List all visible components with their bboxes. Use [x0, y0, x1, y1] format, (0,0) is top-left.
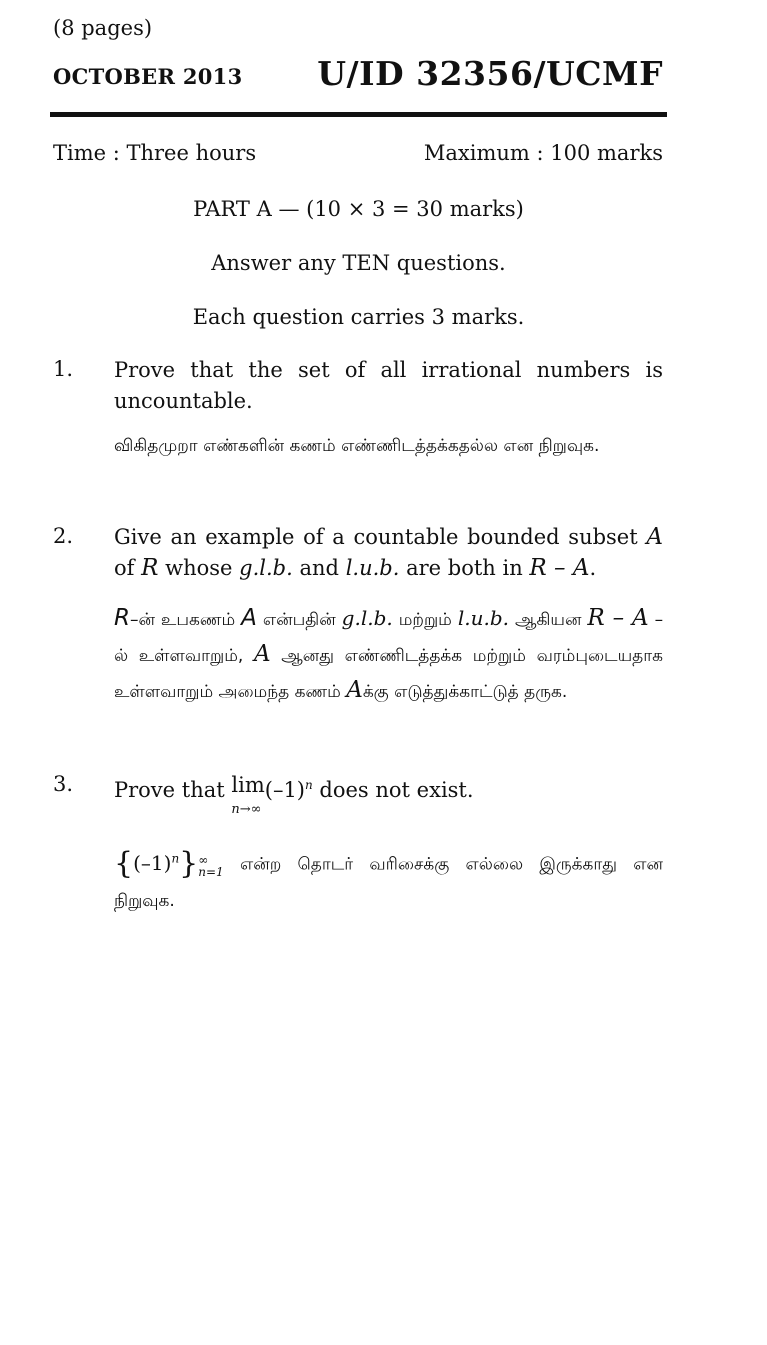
text-segment: and	[299, 556, 339, 580]
question-text-en: Prove that the set of all irrational numbers is uncountable.	[114, 358, 663, 413]
exam-time: Time : Three hours	[53, 141, 257, 165]
math-exponent: n	[305, 778, 313, 792]
math-expression: (–1)	[264, 778, 305, 802]
exam-month: OCTOBER 2013	[53, 64, 243, 89]
math-term: l.u.b.	[457, 606, 509, 630]
text-segment: –ல் உள்ளவாறும்,	[114, 610, 664, 666]
text-segment: க்கு எடுத்துக்காட்டுத் தருக.	[362, 682, 568, 702]
marks-note: Each question carries 3 marks.	[192, 305, 525, 329]
page-count: (8 pages)	[53, 16, 153, 40]
math-var: A	[346, 677, 363, 703]
text-segment: ஆனது எண்ணிடத்தக்க மற்றும் வரம்புடையதாக உள்ளவாறும் அமைந்த கணம்	[114, 646, 663, 702]
question-number: 1.	[53, 357, 74, 381]
question-text-en	[114, 522, 663, 584]
text-segment: .	[589, 556, 597, 580]
text-segment: of	[114, 556, 135, 580]
math-term: g.l.b.	[341, 606, 393, 630]
question-number: 3.	[53, 772, 74, 796]
limit-label: lim	[231, 773, 265, 797]
math-exponent: n	[171, 851, 180, 865]
math-expression: R – A	[529, 555, 590, 581]
math-var: R	[114, 605, 130, 631]
text-segment: Prove that	[114, 778, 225, 802]
question-text-ta	[114, 840, 663, 919]
math-var: R	[141, 555, 159, 581]
math-expression: (–1)	[133, 850, 172, 875]
paper-code: U/ID 32356/UCMF	[317, 54, 663, 93]
math-term: g.l.b.	[239, 556, 293, 580]
text-segment: என்ற தொடர் வரிசைக்கு எல்லை இருக்காது என நிறுவுக.	[114, 854, 664, 911]
question-text-ta: விகிதமுறா எண்களின் கணம் எண்ணிடத்தக்கதல்ல என நிறுவுக.	[114, 436, 600, 456]
text-segment: ஆகியன	[514, 610, 582, 630]
math-expression: R – A	[587, 605, 649, 631]
math-var: A	[646, 524, 663, 550]
sequence-limits	[198, 854, 223, 878]
upper-limit: ∞	[198, 852, 209, 867]
question-number: 2.	[53, 524, 74, 548]
question-text-ta	[114, 601, 663, 709]
text-segment: Give an example of a countable bounded subset	[114, 525, 638, 549]
math-var: A	[241, 605, 257, 631]
math-term: l.u.b.	[345, 556, 400, 580]
header-rule	[50, 112, 667, 117]
sequence-notation: $\{(-1)^n\}\infty$ n=1	[114, 845, 224, 881]
text-segment: are both in	[406, 556, 523, 580]
part-title: PART A — (10 × 3 = 30 marks)	[193, 197, 524, 221]
math-var: A	[253, 641, 271, 667]
lower-limit: n=1	[198, 864, 224, 879]
text-segment: whose	[165, 556, 233, 580]
text-segment: மற்றும்	[398, 610, 452, 630]
limit-operator	[231, 770, 265, 817]
max-marks: Maximum : 100 marks	[423, 141, 663, 165]
question-text-en	[114, 770, 663, 817]
part-instruction: Answer any TEN questions.	[211, 251, 506, 275]
text-segment: does not exist.	[319, 778, 474, 802]
text-segment: என்பதின்	[262, 610, 336, 630]
limit-subscript: n→∞	[231, 802, 262, 817]
text-segment: –ன் உபகணம்	[129, 610, 236, 630]
